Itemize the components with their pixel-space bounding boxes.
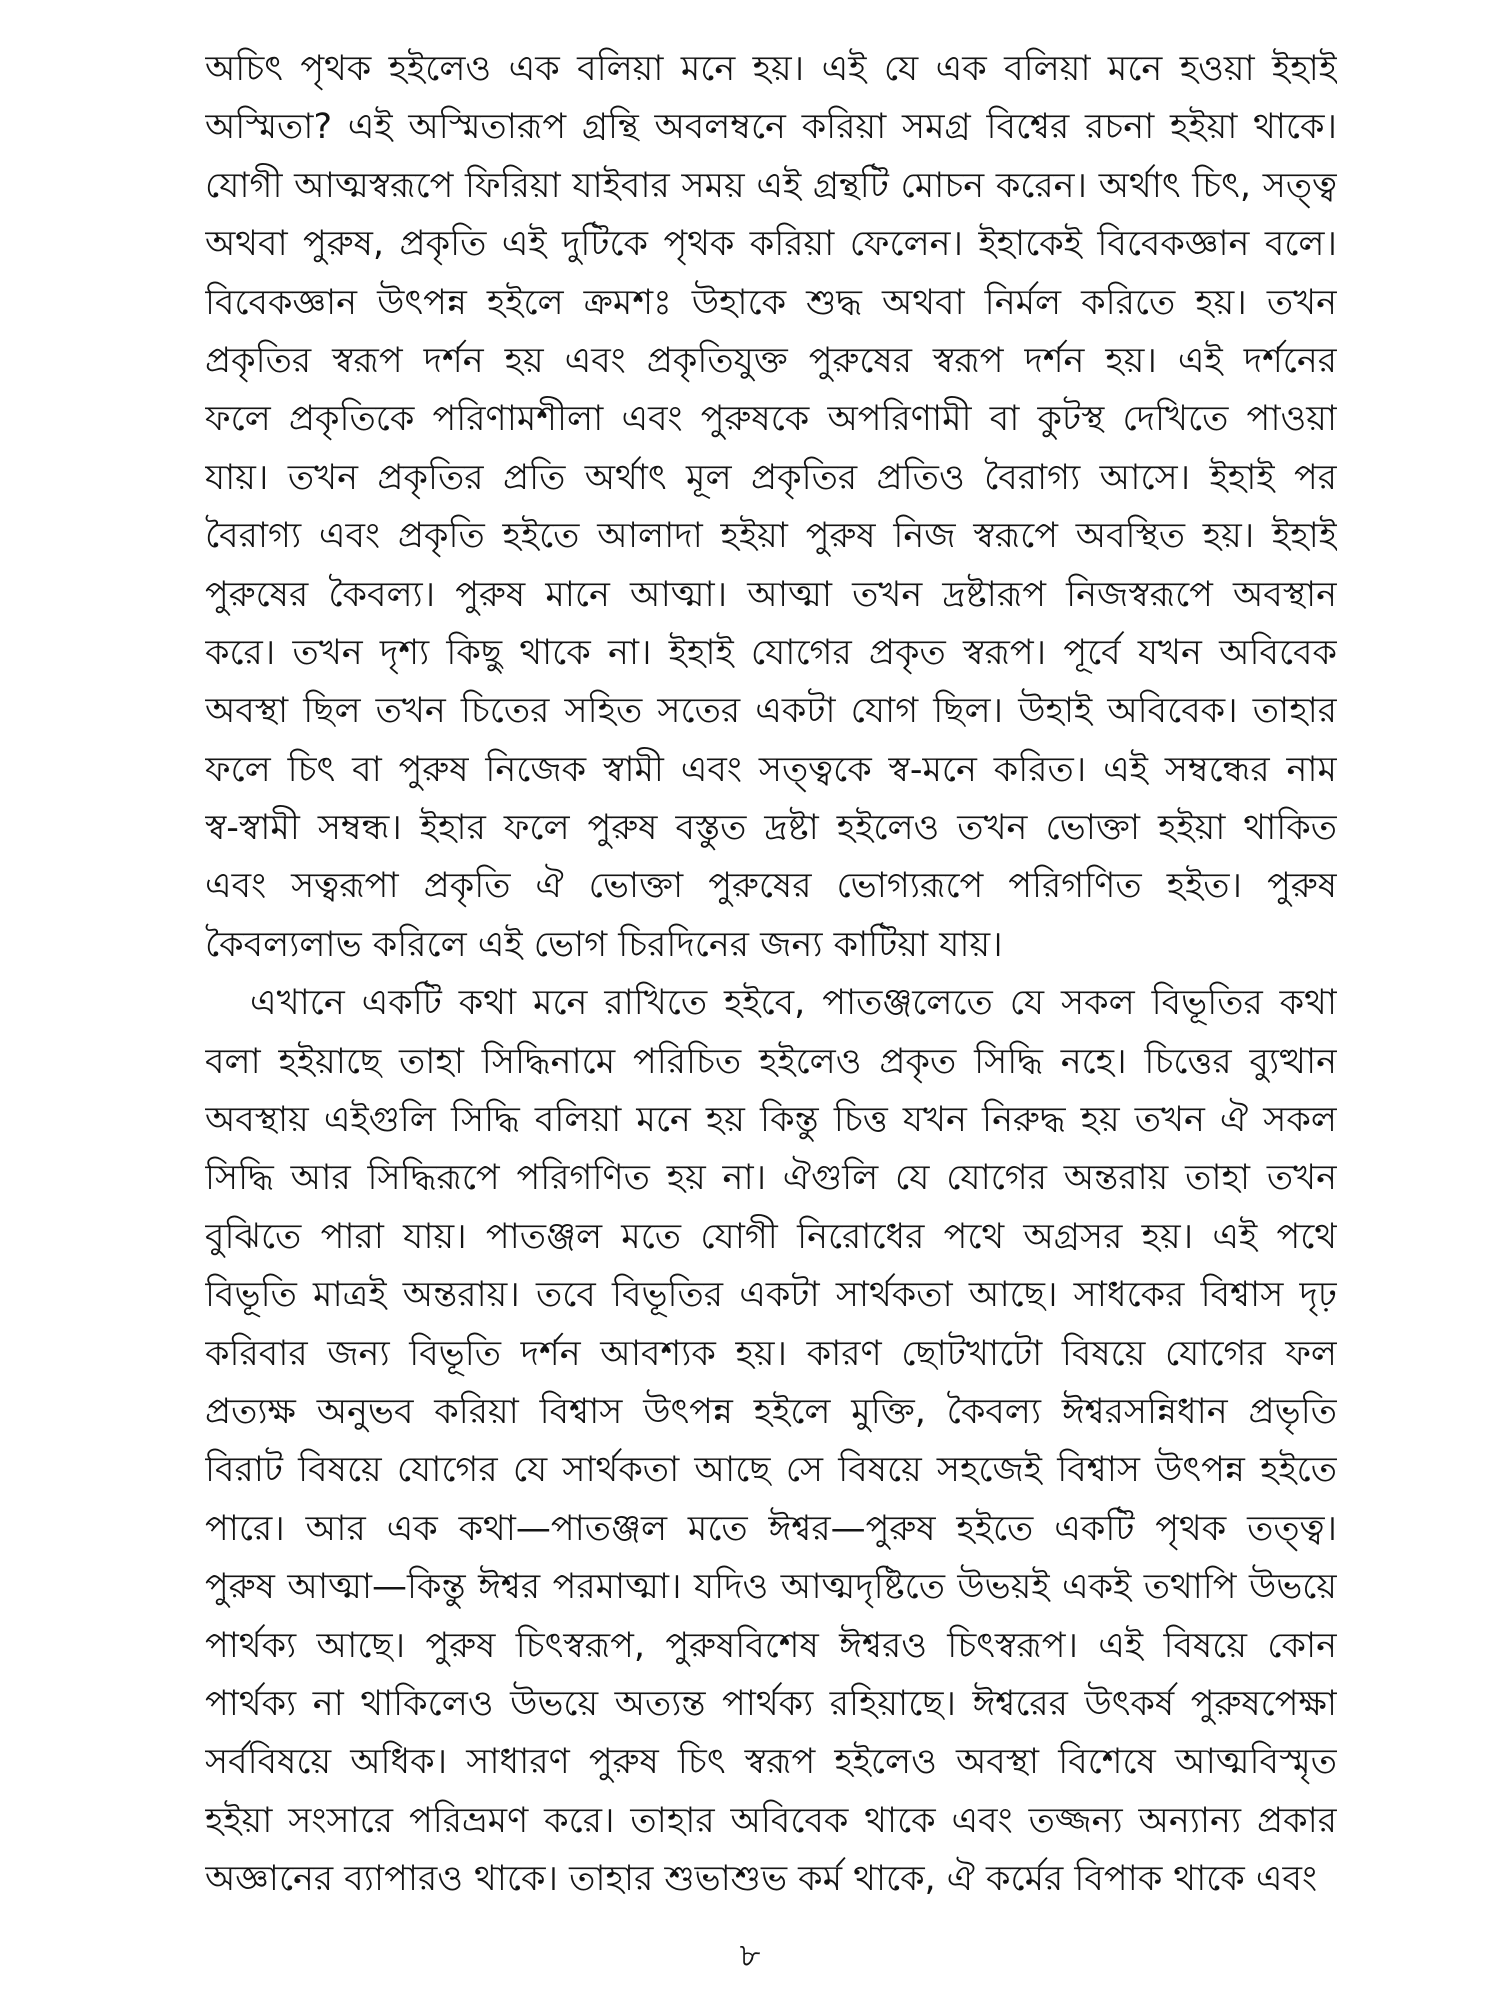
text-line: পার্থক্য আছে। পুরুষ চিৎস্বরূপ, পুরুষবিশেষ ঈশ্বরও চিৎস্বরূপ। এই বিষয়ে কোন [205, 1625, 1337, 1666]
text-line: বুঝিতে পারা যায়। পাতঞ্জল মতে যোগী নিরোধের পথে অগ্রসর হয়। এই পথে [205, 1216, 1337, 1257]
text-line: সিদ্ধি আর সিদ্ধিরূপে পরিগণিত হয় না। ঐগুলি যে যোগের অন্তরায় তাহা তখন [205, 1158, 1337, 1199]
text-line: বৈরাগ্য এবং প্রকৃতি হইতে আলাদা হইয়া পুরুষ নিজ স্বরূপে অবস্থিত হয়। ইহাই [205, 516, 1337, 557]
paragraph [205, 40, 1337, 974]
text-line: করিবার জন্য বিভূতি দর্শন আবশ্যক হয়। কারণ ছোটখাটো বিষয়ে যোগের ফল [205, 1333, 1337, 1374]
text-line: করে। তখন দৃশ্য কিছু থাকে না। ইহাই যোগের প্রকৃত স্বরূপ। পূর্বে যখন অবিবেক [205, 632, 1337, 673]
text-line: কৈবল্যলাভ করিলে এই ভোগ চিরদিনের জন্য কাটিয়া যায়। [205, 924, 1003, 965]
text-line: প্রত্যক্ষ অনুভব করিয়া বিশ্বাস উৎপন্ন হইলে মুক্তি, কৈবল্য ঈশ্বরসন্নিধান প্রভৃতি [205, 1391, 1337, 1432]
text-line: বিরাট বিষয়ে যোগের যে সার্থকতা আছে সে বিষয়ে সহজেই বিশ্বাস উৎপন্ন হইতে [205, 1450, 1337, 1491]
text-line: অবস্থা ছিল তখন চিতের সহিত সতের একটা যোগ ছিল। উহাই অবিবেক। তাহার [205, 691, 1337, 732]
text-line: বিভূতি মাত্রই অন্তরায়। তবে বিভূতির একটা সার্থকতা আছে। সাধকের বিশ্বাস দৃঢ় [205, 1275, 1337, 1316]
text-line: অবস্থায় এইগুলি সিদ্ধি বলিয়া মনে হয় কিন্তু চিত্ত যখন নিরুদ্ধ হয় তখন ঐ সকল [205, 1100, 1337, 1141]
text-line: স্ব-স্বামী সম্বন্ধ। ইহার ফলে পুরুষ বস্তুত দ্রষ্টা হইলেও তখন ভোক্তা হইয়া থাকিত [205, 808, 1337, 849]
page-number: ৮ [739, 1936, 761, 1974]
text-line: সর্ববিষয়ে অধিক। সাধারণ পুরুষ চিৎ স্বরূপ হইলেও অবস্থা বিশেষে আত্মবিস্মৃত [205, 1742, 1337, 1783]
text-line: যোগী আত্মস্বরূপে ফিরিয়া যাইবার সময় এই গ্রন্থটি মোচন করেন। অর্থাৎ চিৎ, সত্ত্ব [205, 165, 1337, 206]
text-line: বলা হইয়াছে তাহা সিদ্ধিনামে পরিচিত হইলেও প্রকৃত সিদ্ধি নহে। চিত্তের ব্যুত্থান [205, 1041, 1337, 1082]
text-line: পার্থক্য না থাকিলেও উভয়ে অত্যন্ত পার্থক্য রহিয়াছে। ঈশ্বরের উৎকর্ষ পুরুষপেক্ষা [205, 1683, 1337, 1724]
paragraph [205, 974, 1337, 1908]
text-line: পুরুষের কৈবল্য। পুরুষ মানে আত্মা। আত্মা তখন দ্রষ্টারূপ নিজস্বরূপে অবস্থান [205, 574, 1337, 615]
text-line: ফলে প্রকৃতিকে পরিণামশীলা এবং পুরুষকে অপরিণামী বা কুটস্থ দেখিতে পাওয়া [205, 399, 1337, 440]
text-line: বিবেকজ্ঞান উৎপন্ন হইলে ক্রমশঃ উহাকে শুদ্ধ অথবা নির্মল করিতে হয়। তখন [205, 282, 1337, 323]
text-line: পারে। আর এক কথা—পাতঞ্জল মতে ঈশ্বর—পুরুষ হইতে একটি পৃথক তত্ত্ব। [205, 1508, 1337, 1549]
text-line: হইয়া সংসারে পরিভ্রমণ করে। তাহার অবিবেক থাকে এবং তজ্জন্য অন্যান্য প্রকার [205, 1800, 1337, 1841]
text-line: অচিৎ পৃথক হইলেও এক বলিয়া মনে হয়। এই যে এক বলিয়া মনে হওয়া ইহাই [205, 49, 1337, 89]
text-line: যায়। তখন প্রকৃতির প্রতি অর্থাৎ মূল প্রকৃতির প্রতিও বৈরাগ্য আসে। ইহাই পর [205, 457, 1337, 498]
text-line: এবং সত্বরূপা প্রকৃতি ঐ ভোক্তা পুরুষের ভোগ্যরূপে পরিগণিত হইত। পুরুষ [205, 866, 1337, 907]
text-line: এখানে একটি কথা মনে রাখিতে হইবে, পাতঞ্জলেতে যে সকল বিভূতির কথা [250, 983, 1337, 1024]
body-text [205, 40, 1337, 1909]
text-line: পুরুষ আত্মা—কিন্তু ঈশ্বর পরমাত্মা। যদিও আত্মদৃষ্টিতে উভয়ই একই তথাপি উভয়ে [205, 1567, 1337, 1608]
text-line: অথবা পুরুষ, প্রকৃতি এই দুটিকে পৃথক করিয়া ফেলেন। ইহাকেই বিবেকজ্ঞান বলে। [205, 224, 1337, 265]
text-line: ফলে চিৎ বা পুরুষ নিজেক স্বামী এবং সত্ত্বকে স্ব-মনে করিত। এই সম্বন্ধের নাম [205, 749, 1337, 790]
text-line: প্রকৃতির স্বরূপ দর্শন হয় এবং প্রকৃতিযুক্ত পুরুষের স্বরূপ দর্শন হয়। এই দর্শনের [205, 340, 1337, 381]
text-line: অজ্ঞানের ব্যাপারও থাকে। তাহার শুভাশুভ কর্ম থাকে, ঐ কর্মের বিপাক থাকে এবং [205, 1859, 1318, 1900]
text-line: অস্মিতা? এই অস্মিতারূপ গ্রন্থি অবলম্বনে করিয়া সমগ্র বিশ্বের রচনা হইয়া থাকে। [205, 107, 1337, 148]
